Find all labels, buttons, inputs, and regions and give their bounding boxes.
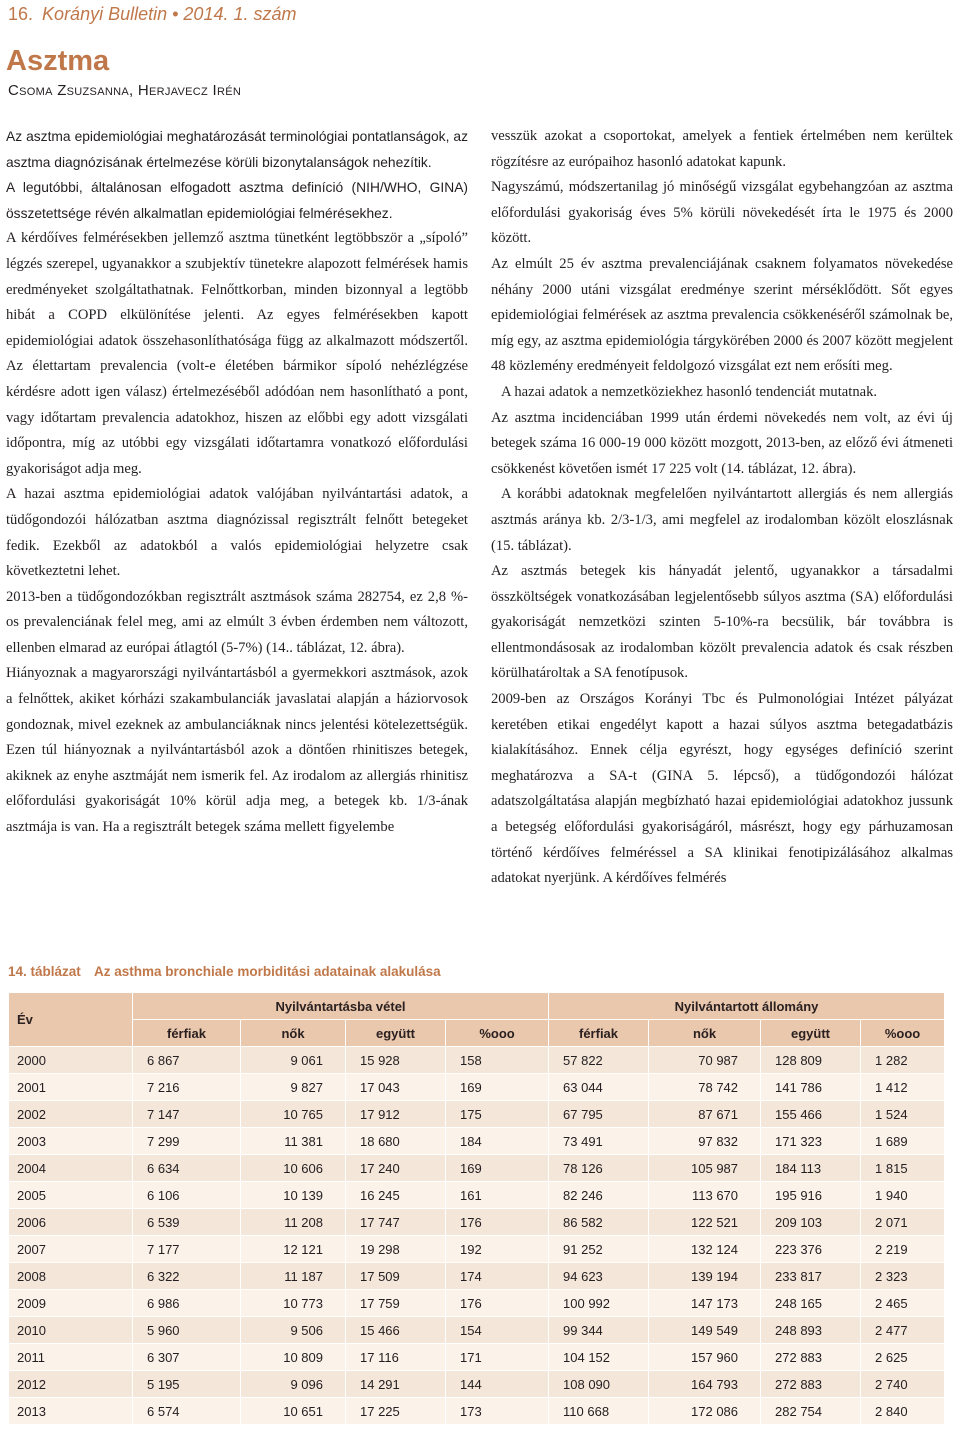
- table-cell: 10 765: [241, 1101, 346, 1128]
- table-cell: 73 491: [549, 1128, 649, 1155]
- table-cell: 2 465: [861, 1290, 945, 1317]
- running-head: [8, 4, 296, 25]
- table-group-header-row: [9, 993, 945, 1020]
- table-cell: 11 381: [241, 1128, 346, 1155]
- table-cell: 195 916: [761, 1182, 861, 1209]
- table-cell: 223 376: [761, 1236, 861, 1263]
- table-cell: 171: [446, 1344, 549, 1371]
- table-row: [9, 1290, 945, 1317]
- group-header-registration: Nyilvántartásba vétel: [133, 993, 549, 1020]
- year-cell: 2011: [9, 1344, 133, 1371]
- table-cell: 155 466: [761, 1101, 861, 1128]
- column-header: nők: [241, 1020, 346, 1047]
- paragraph: A hazai adatok a nemzetköziekhez hasonló tendenciát mutatnak.: [501, 383, 878, 400]
- paragraph: Az asztma incidenciában 1999 után érdemi növekedés nem volt, az évi új betegek száma 16 000-19 000 között mozgott, 2013-ben, az előző évi átmeneti csökkenést követően ismét 17 225 volt (14. táblázat, 12. ábra).: [491, 409, 953, 477]
- table-cell: 5 195: [133, 1371, 241, 1398]
- column-header: együtt: [761, 1020, 861, 1047]
- table-cell: 78 742: [649, 1074, 761, 1101]
- paragraph: A kérdőíves felmérésekben jellemző asztma tünetként legtöbbször a „sípoló” légzés szerepel, ugyanakkor a szubjektív tünetekre alapozott felmérések hamis eredményeket szolgáltathatnak. Felnőttkorban, minden bizonnyal a legtöbb hibát a COPD elkülönítése jelenti. Az egyes felmérésekben kapott epidemiológiai adatok összehasonlíthatósága függ az alkalmazott módszertől. Az élettartam prevalencia (volt-e életében bármikor sípoló nehézlégzése kérdésre adott igen válasz) értelmezéséből adódóan nem hasonlítható a pont, vagy időtartam prevalencia adatokhoz, hiszen az előbbi egy adott vizsgálati időpontra, míg az utóbbi egy vizsgálati időtartamra vonatkozó előfordulási gyakoriságot adja meg.: [6, 230, 468, 477]
- table-cell: 87 671: [649, 1101, 761, 1128]
- table-cell: 2 840: [861, 1398, 945, 1425]
- table-cell: 2 477: [861, 1317, 945, 1344]
- table-cell: 17 747: [346, 1209, 446, 1236]
- table-cell: 272 883: [761, 1344, 861, 1371]
- table-cell: 10 809: [241, 1344, 346, 1371]
- table-row: [9, 1344, 945, 1371]
- table-cell: 91 252: [549, 1236, 649, 1263]
- table-cell: 15 466: [346, 1317, 446, 1344]
- paragraph: Az elmúlt 25 év asztma prevalenciájának csaknem folyamatos növekedése néhány 2000 utáni vizsgálat eredménye szerint mérséklődött. Sőt egyes epidemiológiai felmérések az asztma prevalencia csökkenéséről számolnak be, míg egy, az asztma epidemiológia tárgykörében 2000 és 2007 között megjelent 48 közlemény eredményeit feldolgozó vizsgálat ezt nem erősíti meg.: [491, 255, 953, 375]
- table-cell: 2 740: [861, 1371, 945, 1398]
- year-cell: 2003: [9, 1128, 133, 1155]
- table-cell: 9 061: [241, 1047, 346, 1074]
- paragraph: Nagyszámú, módszertanilag jó minőségű vizsgálat egybehangzóan az asztma előfordulási gyakoriság éves 5% körüli növekedését írta le 1975 és 2000 között.: [491, 179, 953, 247]
- table-cell: 2 323: [861, 1263, 945, 1290]
- column-header: %ooo: [446, 1020, 549, 1047]
- table-cell: 141 786: [761, 1074, 861, 1101]
- table-cell: 17 225: [346, 1398, 446, 1425]
- table-cell: 175: [446, 1101, 549, 1128]
- table-cell: 176: [446, 1290, 549, 1317]
- table-cell: 184: [446, 1128, 549, 1155]
- paragraph: Az asztmás betegek kis hányadát jelentő, ugyanakkor a társadalmi összköltségek vonatkozásában legjelentősebb súlyos asztma (SA) előfordulási gyakoriságát nemzetközi szinten 5-10%-ra becsülik, bár továbbra is ellentmondásosak az irodalomban közölt prevalencia adatok és csak részben körülhatároltak a SA fenotípusok.: [491, 563, 953, 682]
- right-column: [491, 124, 953, 892]
- year-cell: 2007: [9, 1236, 133, 1263]
- table-cell: 132 124: [649, 1236, 761, 1263]
- morbidity-table: [8, 992, 945, 1425]
- table-cell: 122 521: [649, 1209, 761, 1236]
- table-row: [9, 1101, 945, 1128]
- table-cell: 67 795: [549, 1101, 649, 1128]
- table-cell: 6 307: [133, 1344, 241, 1371]
- table-row: [9, 1155, 945, 1182]
- table-cell: 17 509: [346, 1263, 446, 1290]
- table-cell: 169: [446, 1155, 549, 1182]
- paragraph: A korábbi adatoknak megfelelően nyilvántartott allergiás és nem allergiás asztmás aránya kb. 2/3-1/3, ami megfelel az irodalomban közölt eloszlásnak (15. táblázat).: [491, 486, 953, 554]
- paragraph: vesszük azokat a csoportokat, amelyek a fentiek értelmében nem kerültek rögzítésre az európaihoz hasonló adatokat kapunk.: [491, 128, 953, 170]
- column-header: férfiak: [549, 1020, 649, 1047]
- table-cell: 149 549: [649, 1317, 761, 1344]
- article-authors: Csoma Zsuzsanna, Herjavecz Irén: [8, 82, 242, 99]
- table-cell: 11 187: [241, 1263, 346, 1290]
- table-cell: 7 216: [133, 1074, 241, 1101]
- table-cell: 2 219: [861, 1236, 945, 1263]
- year-cell: 2002: [9, 1101, 133, 1128]
- table-cell: 11 208: [241, 1209, 346, 1236]
- table-cell: 248 165: [761, 1290, 861, 1317]
- table-cell: 6 322: [133, 1263, 241, 1290]
- year-cell: 2006: [9, 1209, 133, 1236]
- table-cell: 1 282: [861, 1047, 945, 1074]
- table-cell: 173: [446, 1398, 549, 1425]
- table-cell: 99 344: [549, 1317, 649, 1344]
- paragraph: A legutóbbi, általánosan elfogadott asztma definíció (NIH/WHO, GINA) összetettsége révén alkalmatlan epidemiológiai felmérésekhez.: [6, 180, 468, 221]
- table-cell: 16 245: [346, 1182, 446, 1209]
- paragraph: Az asztma epidemiológiai meghatározását terminológiai pontatlanságok, az asztma diagnózisának értelmezése körüli bizonytalanságok nehezítik.: [6, 129, 468, 170]
- table-cell: 1 412: [861, 1074, 945, 1101]
- article-title: Asztma: [6, 45, 110, 77]
- paragraph: Hiányoznak a magyarországi nyilvántartásból a gyermekkori asztmások, azok a felnőttek, akiket kórházi szakambulanciák javaslatai alapján a háziorvosok gondoznak, mivel ezeknek az ambulanciáknak nincs jelentési kötelezettségük. Ezen túl hiányoznak a nyilvántartásból azok a döntően rhinitiszes betegek, akiknek az enyhe asztmáját nem ismerik fel. Az irodalom az allergiás rhinitisz előfordulási gyakoriságát 10% körül adja meg, a betegek kb. 1/3-ának asztmája is van. Ha a regisztrált betegek száma mellett figyelembe: [6, 665, 468, 836]
- table-cell: 18 680: [346, 1128, 446, 1155]
- table-cell: 113 670: [649, 1182, 761, 1209]
- table-cell: 144: [446, 1371, 549, 1398]
- table-cell: 192: [446, 1236, 549, 1263]
- column-header: %ooo: [861, 1020, 945, 1047]
- table-cell: 174: [446, 1263, 549, 1290]
- table-caption: [8, 964, 441, 979]
- table-cell: 1 524: [861, 1101, 945, 1128]
- table-cell: 19 298: [346, 1236, 446, 1263]
- table-subheader-row: [9, 1020, 945, 1047]
- table-cell: 6 106: [133, 1182, 241, 1209]
- table-row: [9, 1128, 945, 1155]
- table-cell: 6 634: [133, 1155, 241, 1182]
- table-cell: 9 096: [241, 1371, 346, 1398]
- table-cell: 10 773: [241, 1290, 346, 1317]
- table-cell: 164 793: [649, 1371, 761, 1398]
- year-cell: 2004: [9, 1155, 133, 1182]
- table-cell: 139 194: [649, 1263, 761, 1290]
- table-cell: 82 246: [549, 1182, 649, 1209]
- table-cell: 17 116: [346, 1344, 446, 1371]
- left-column: [6, 124, 468, 841]
- table-cell: 158: [446, 1047, 549, 1074]
- table-body: [9, 1047, 945, 1425]
- table-cell: 6 574: [133, 1398, 241, 1425]
- table-cell: 104 152: [549, 1344, 649, 1371]
- table-cell: 184 113: [761, 1155, 861, 1182]
- table-cell: 209 103: [761, 1209, 861, 1236]
- table-cell: 17 912: [346, 1101, 446, 1128]
- year-cell: 2008: [9, 1263, 133, 1290]
- column-header: nők: [649, 1020, 761, 1047]
- table-cell: 7 299: [133, 1128, 241, 1155]
- table-row: [9, 1263, 945, 1290]
- table-cell: 100 992: [549, 1290, 649, 1317]
- table-cell: 248 893: [761, 1317, 861, 1344]
- table-number: 14. táblázat: [8, 964, 81, 979]
- paragraph: A hazai asztma epidemiológiai adatok valójában nyilvántartási adatok, a tüdőgondozói hálózatban asztma diagnózissal regisztrált felnőtt betegeket fedik. Ezekből az adatokból a valós epidemiológiai helyzetre csak következtetni lehet.: [6, 486, 468, 580]
- table-title: Az asthma bronchiale morbiditási adatainak alakulása: [94, 964, 441, 979]
- table-row: [9, 1236, 945, 1263]
- table-cell: 157 960: [649, 1344, 761, 1371]
- table-cell: 97 832: [649, 1128, 761, 1155]
- column-header: férfiak: [133, 1020, 241, 1047]
- table-cell: 70 987: [649, 1047, 761, 1074]
- table-cell: 161: [446, 1182, 549, 1209]
- table-cell: 171 323: [761, 1128, 861, 1155]
- table-cell: 7 177: [133, 1236, 241, 1263]
- table-cell: 272 883: [761, 1371, 861, 1398]
- table-cell: 2 625: [861, 1344, 945, 1371]
- table-row: [9, 1371, 945, 1398]
- table-cell: 233 817: [761, 1263, 861, 1290]
- table-cell: 9 506: [241, 1317, 346, 1344]
- table-cell: 110 668: [549, 1398, 649, 1425]
- table-cell: 5 960: [133, 1317, 241, 1344]
- table-cell: 15 928: [346, 1047, 446, 1074]
- year-cell: 2009: [9, 1290, 133, 1317]
- table-cell: 63 044: [549, 1074, 649, 1101]
- table-row: [9, 1182, 945, 1209]
- table-row: [9, 1047, 945, 1074]
- table-cell: 1 815: [861, 1155, 945, 1182]
- year-cell: 2001: [9, 1074, 133, 1101]
- table-cell: 282 754: [761, 1398, 861, 1425]
- table-cell: 7 147: [133, 1101, 241, 1128]
- year-cell: 2012: [9, 1371, 133, 1398]
- table-cell: 128 809: [761, 1047, 861, 1074]
- table-cell: 108 090: [549, 1371, 649, 1398]
- year-cell: 2005: [9, 1182, 133, 1209]
- table-cell: 1 940: [861, 1182, 945, 1209]
- table-cell: 10 139: [241, 1182, 346, 1209]
- table-cell: 172 086: [649, 1398, 761, 1425]
- table-cell: 6 867: [133, 1047, 241, 1074]
- table-cell: 176: [446, 1209, 549, 1236]
- table-cell: 17 043: [346, 1074, 446, 1101]
- year-cell: 2010: [9, 1317, 133, 1344]
- column-header: együtt: [346, 1020, 446, 1047]
- magazine-title: Korányi Bulletin • 2014. 1. szám: [42, 4, 297, 24]
- table-cell: 169: [446, 1074, 549, 1101]
- table-cell: 10 606: [241, 1155, 346, 1182]
- table-cell: 78 126: [549, 1155, 649, 1182]
- table-cell: 17 759: [346, 1290, 446, 1317]
- table-row: [9, 1074, 945, 1101]
- table-row: [9, 1317, 945, 1344]
- table-row: [9, 1209, 945, 1236]
- table-cell: 14 291: [346, 1371, 446, 1398]
- year-cell: 2013: [9, 1398, 133, 1425]
- paragraph: 2009-ben az Országos Korányi Tbc és Pulmonológiai Intézet pályázat keretében etikai engedélyt kapott a hazai súlyos asztma betegadatbázis kialakításához. Ennek célja egyrészt, hogy egységes definíció szerint meghatározva a SA-t (GINA 5. lépcső), a tüdőgondozói hálózat adatszolgáltatása alapján megbízható hazai epidemiológiai adatokhoz jussunk a betegség előfordulási gyakoriságáról, másrészt, hogy egy párhuzamosan történő kérdőíves felméréssel a SA klinikai fenotipizálásához alkalmas adatokat nyerjünk. A kérdőíves felmérés: [491, 691, 953, 887]
- table-cell: 105 987: [649, 1155, 761, 1182]
- table-cell: 9 827: [241, 1074, 346, 1101]
- table-cell: 10 651: [241, 1398, 346, 1425]
- table-cell: 1 689: [861, 1128, 945, 1155]
- table-cell: 17 240: [346, 1155, 446, 1182]
- table-row: [9, 1398, 945, 1425]
- year-cell: 2000: [9, 1047, 133, 1074]
- table-cell: 12 121: [241, 1236, 346, 1263]
- page-number: 16.: [8, 4, 34, 24]
- table-cell: 57 822: [549, 1047, 649, 1074]
- table-cell: 86 582: [549, 1209, 649, 1236]
- table-cell: 6 986: [133, 1290, 241, 1317]
- paragraph: 2013-ben a tüdőgondozókban regisztrált asztmások száma 282754, ez 2,8 %-os prevalenciának felel meg, ami az elmúlt 3 évben érdemben nem változott, ellenben elmarad az európai átlagtól (5-7%) (14.. táblázat, 12. ábra).: [6, 588, 468, 656]
- table-cell: 154: [446, 1317, 549, 1344]
- table-cell: 94 623: [549, 1263, 649, 1290]
- table-cell: 2 071: [861, 1209, 945, 1236]
- table-cell: 6 539: [133, 1209, 241, 1236]
- group-header-registered-stock: Nyilvántartott állomány: [549, 993, 945, 1020]
- table-cell: 147 173: [649, 1290, 761, 1317]
- year-column-header: Év: [9, 993, 133, 1047]
